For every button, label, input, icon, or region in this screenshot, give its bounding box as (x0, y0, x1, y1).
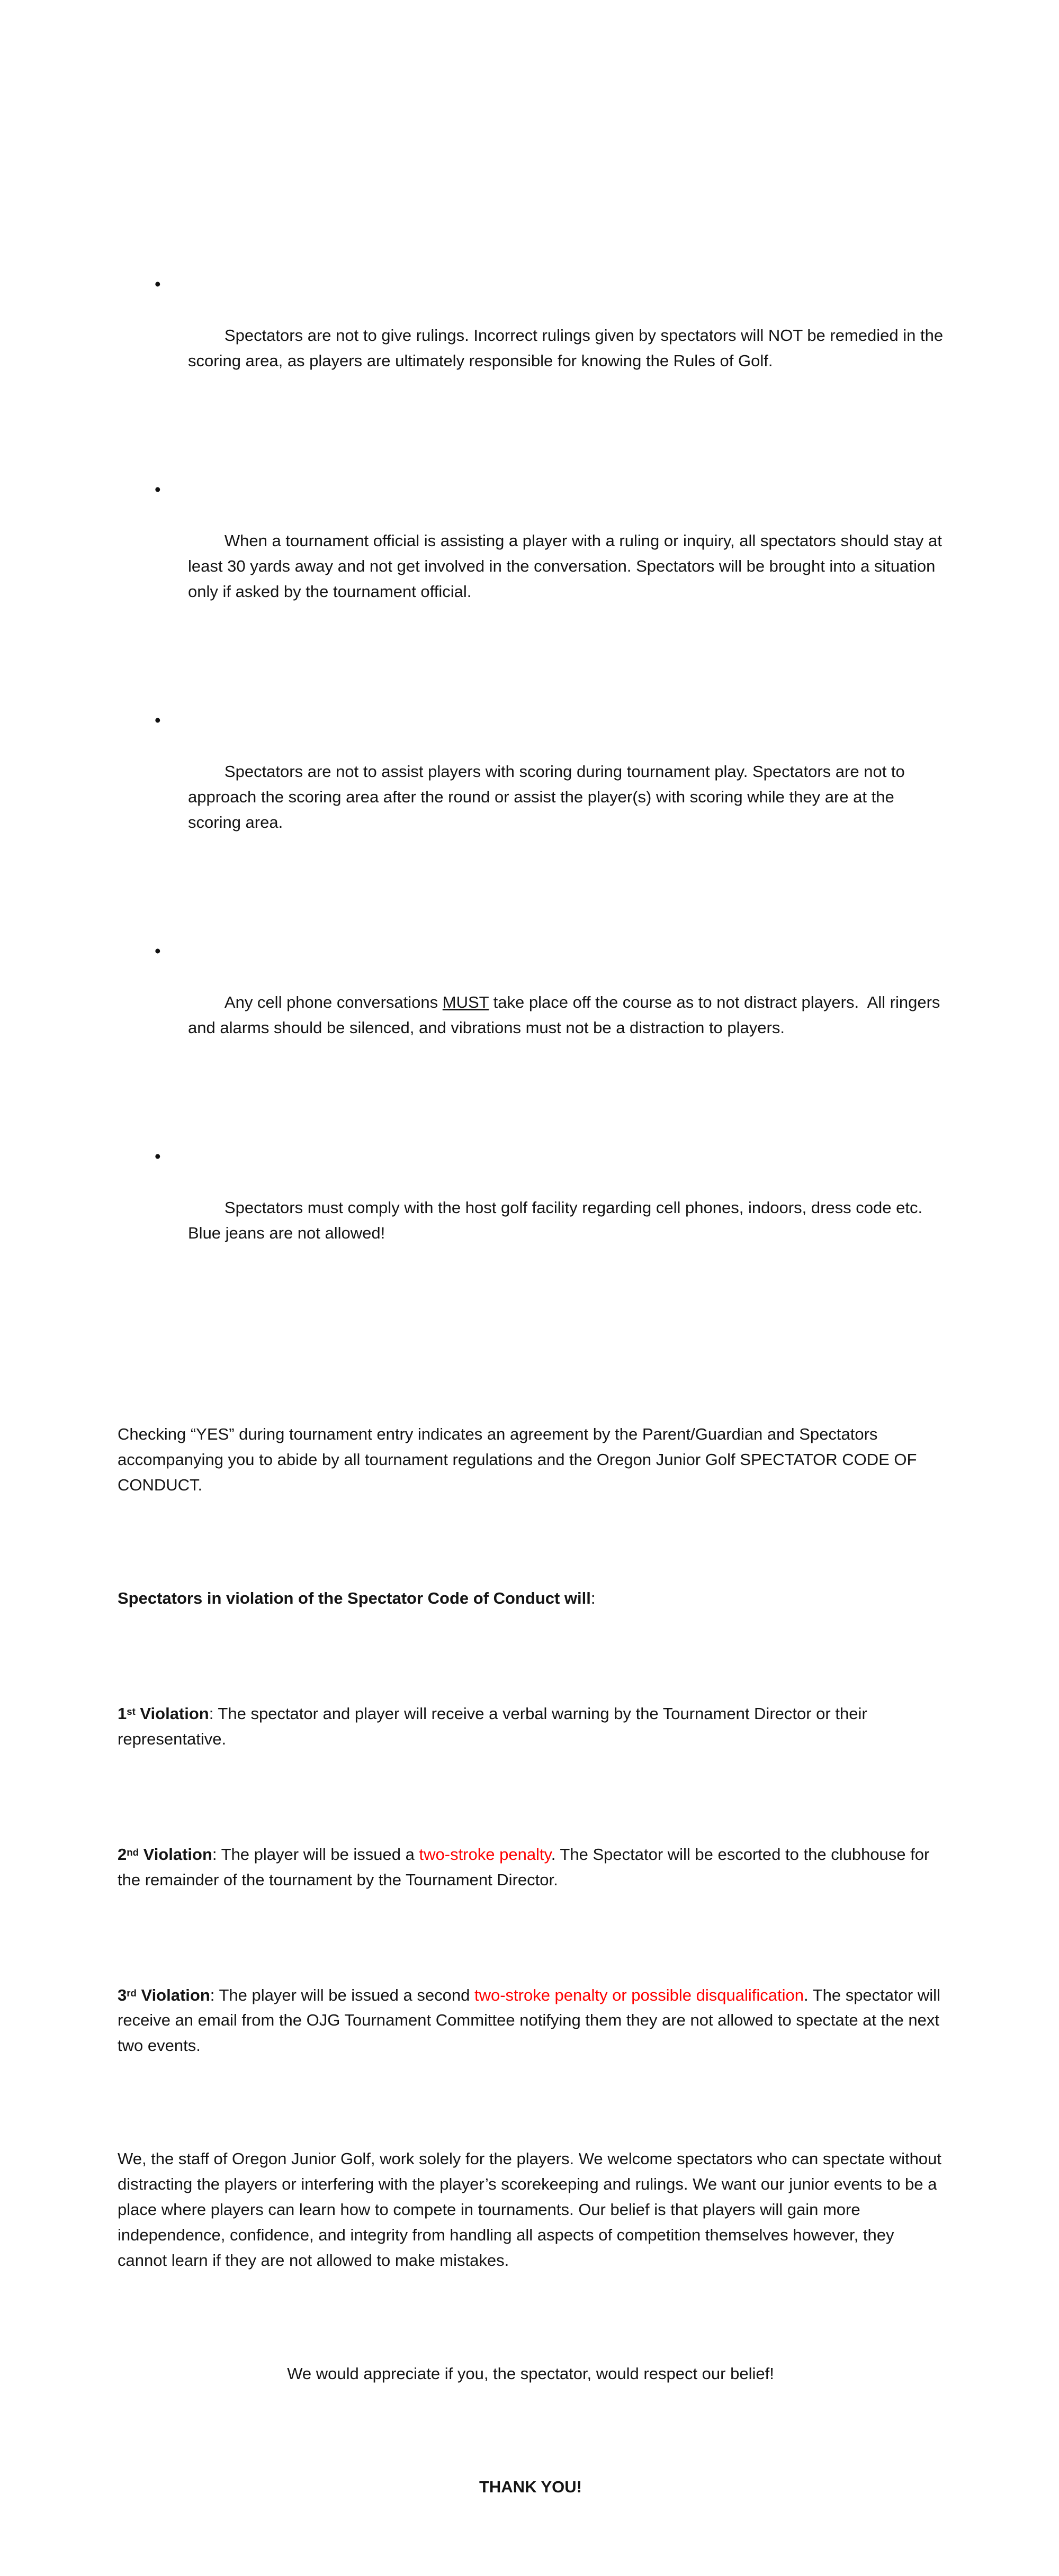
closing-paragraph: We, the staff of Oregon Junior Golf, work solely for the players. We welcome spectators who can spectate without distracting the players or interfering with the player’s scorekeeping and rulings. We want our junior events to be a place where players can learn how to compete in tournaments. Our belief is that players will gain more independence, confidence, and integrity from handling all aspects of competition themselves however, they cannot learn if they are not allowed to make mistakes. (118, 2149, 946, 2270)
violation-2-text-pre: : The player will be issued a (212, 1845, 419, 1864)
bullet-text: When a tournament official is assisting a player with a ruling or inquiry, all spectators should stay at least 30 yards away and not get involved in the conversation. Spectators will be brought into a situation only if asked by the tournament official. (188, 531, 947, 601)
bullet-marker: • (155, 941, 161, 961)
bullet-marker: • (155, 1146, 161, 1166)
violations-heading-colon: : (590, 1589, 596, 1607)
bullet-text-underlined-must: MUST (442, 993, 489, 1011)
bullet-text: Spectators must comply with the host golf facility regarding cell phones, indoors, dress code etc. Blue jeans are not allowed! (188, 1198, 927, 1242)
violation-3-text-pre: : The player will be issued a second (210, 1985, 474, 2004)
violation-3-text-post: . The spectator will receive an email from the OJG Tournament Committee notifying them they are not allowed to spectate at the next two events. (118, 1985, 945, 2055)
violation-3-ordinal: rd (127, 1987, 137, 1999)
bullet-item-scoring (118, 708, 944, 861)
violation-1-label: Violation (135, 1704, 209, 1723)
violation-2-number: 2 (118, 1845, 127, 1864)
bullet-list (118, 221, 948, 1322)
violation-2-text-post: . The Spectator will be escorted to the clubhouse for the remainder of the tournament by the Tournament Director. (118, 1845, 934, 1889)
violation-1-number: 1 (118, 1704, 127, 1723)
bullet-item-official-assisting (118, 477, 947, 630)
agreement-paragraph: Checking “YES” during tournament entry indicates an agreement by the Parent/Guardian and Spectators accompanying you to abide by all tournament regulations and the Oregon Junior Golf SPECTATOR CODE OF CONDUCT. (118, 1425, 922, 1494)
violations-heading (118, 1586, 944, 1611)
violation-2-penalty-red-text: two-stroke penalty (419, 1845, 551, 1864)
violation-3-penalty-red-text: two-stroke penalty or possible disqualification (474, 1985, 804, 2004)
bullet-item-facility-rules (118, 1144, 944, 1271)
bullet-marker: • (155, 274, 161, 294)
bullet-text-pre: Any cell phone conversations (224, 993, 443, 1011)
violations-heading-text: Spectators in violation of the Spectator Code of Conduct will (118, 1589, 591, 1607)
bullet-marker: • (155, 710, 161, 730)
violation-1-paragraph (118, 1699, 944, 1752)
bullet-item-rulings (118, 272, 948, 399)
bullet-text: Spectators are not to assist players with scoring during tournament play. Spectators are not to approach the scoring area after the round or assist the player(s) with scoring while they are at the scoring area. (188, 762, 910, 831)
violation-3-label: Violation (136, 1985, 210, 2004)
bullet-text: Spectators are not to give rulings. Incorrect rulings given by spectators will NOT be remedied in the scoring area, as players are ultimately responsible for knowing the Rules of Golf. (188, 326, 948, 370)
violation-2-ordinal: nd (127, 1846, 139, 1858)
violation-2-paragraph (118, 1840, 944, 1893)
bullet-item-cell-phones (118, 939, 944, 1066)
document-body (118, 145, 948, 2576)
bullet-text-post: take place off the course as to not distract players. All ringers and alarms should be silenced, and vibrations must not be a distraction to players. (188, 993, 945, 1037)
appreciation-line: We would appreciate if you, the spectator, would respect our belief! (287, 2364, 774, 2383)
violation-1-text: : The spectator and player will receive a verbal warning by the Tournament Director or their representative. (118, 1704, 872, 1748)
thank-you-line: THANK YOU! (479, 2478, 582, 2497)
violation-2-label: Violation (138, 1845, 212, 1864)
violation-1-ordinal: st (127, 1706, 136, 1717)
violation-3-number: 3 (118, 1985, 127, 2004)
violation-3-paragraph (118, 1981, 944, 2059)
bullet-marker: • (155, 480, 161, 499)
